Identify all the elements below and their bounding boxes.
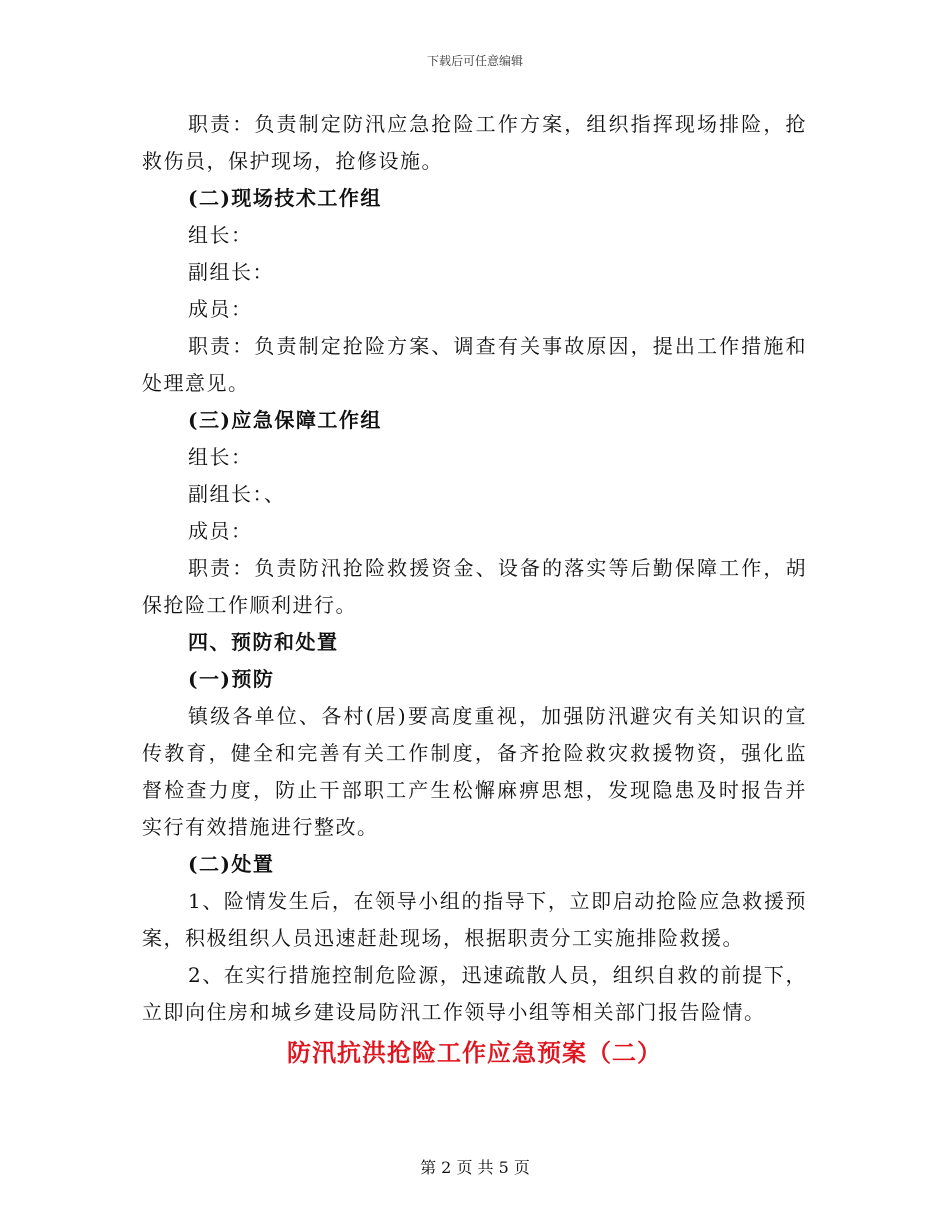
paragraph: 职责：负责制定抢险方案、调查有关事故原因，提出工作措施和处理意见。 xyxy=(142,334,807,395)
paragraph: 镇级各单位、各村(居)要高度重视，加强防汛避灾有关知识的宣传教育，健全和完善有关工作制度，备齐抢险救灾救援物资，强化监督检查力度，防止干部职工产生松懈麻痹思想，发现隐患及时报告并实行有效措施进行整改。 xyxy=(142,704,807,839)
document-title: 防汛抗洪抢险工作应急预案（二） xyxy=(287,1038,662,1067)
paragraph: 组长： xyxy=(188,223,253,247)
paragraph: 2、在实行措施控制危险源，迅速疏散人员，组织自救的前提下，立即向住房和城乡建设局防汛工作领导小组等相关部门报告险情。 xyxy=(142,963,807,1024)
section-heading-prevention: 四、预防和处置 xyxy=(188,630,339,654)
paragraph: 职责：负责制定防汛应急抢险工作方案，组织指挥现场排险，抢救伤员，保护现场，抢修设施。 xyxy=(142,112,807,173)
subheading-handling: (二)处置 xyxy=(188,852,275,876)
subheading-prevention: (一)预防 xyxy=(188,667,275,691)
paragraph: 副组长： xyxy=(188,260,274,284)
subheading-support-group: (三)应急保障工作组 xyxy=(188,408,382,432)
paragraph: 组长： xyxy=(188,445,253,469)
paragraph: 副组长：、 xyxy=(188,482,286,506)
paragraph: 成员： xyxy=(188,519,253,543)
paragraph: 1、险情发生后，在领导小组的指导下，立即启动抢险应急救援预案，积极组织人员迅速赶赴现场，根据职责分工实施排险救援。 xyxy=(142,889,807,950)
paragraph: 职责：负责防汛抢险救援资金、设备的落实等后勤保障工作，胡保抢险工作顺利进行。 xyxy=(142,556,807,617)
page-number: 第 2 页 共 5 页 xyxy=(420,1158,530,1177)
paragraph: 成员： xyxy=(188,297,253,321)
subheading-technical-group: (二)现场技术工作组 xyxy=(188,186,382,210)
header-note: 下载后可任意编辑 xyxy=(426,54,523,68)
document-body xyxy=(142,106,807,1073)
